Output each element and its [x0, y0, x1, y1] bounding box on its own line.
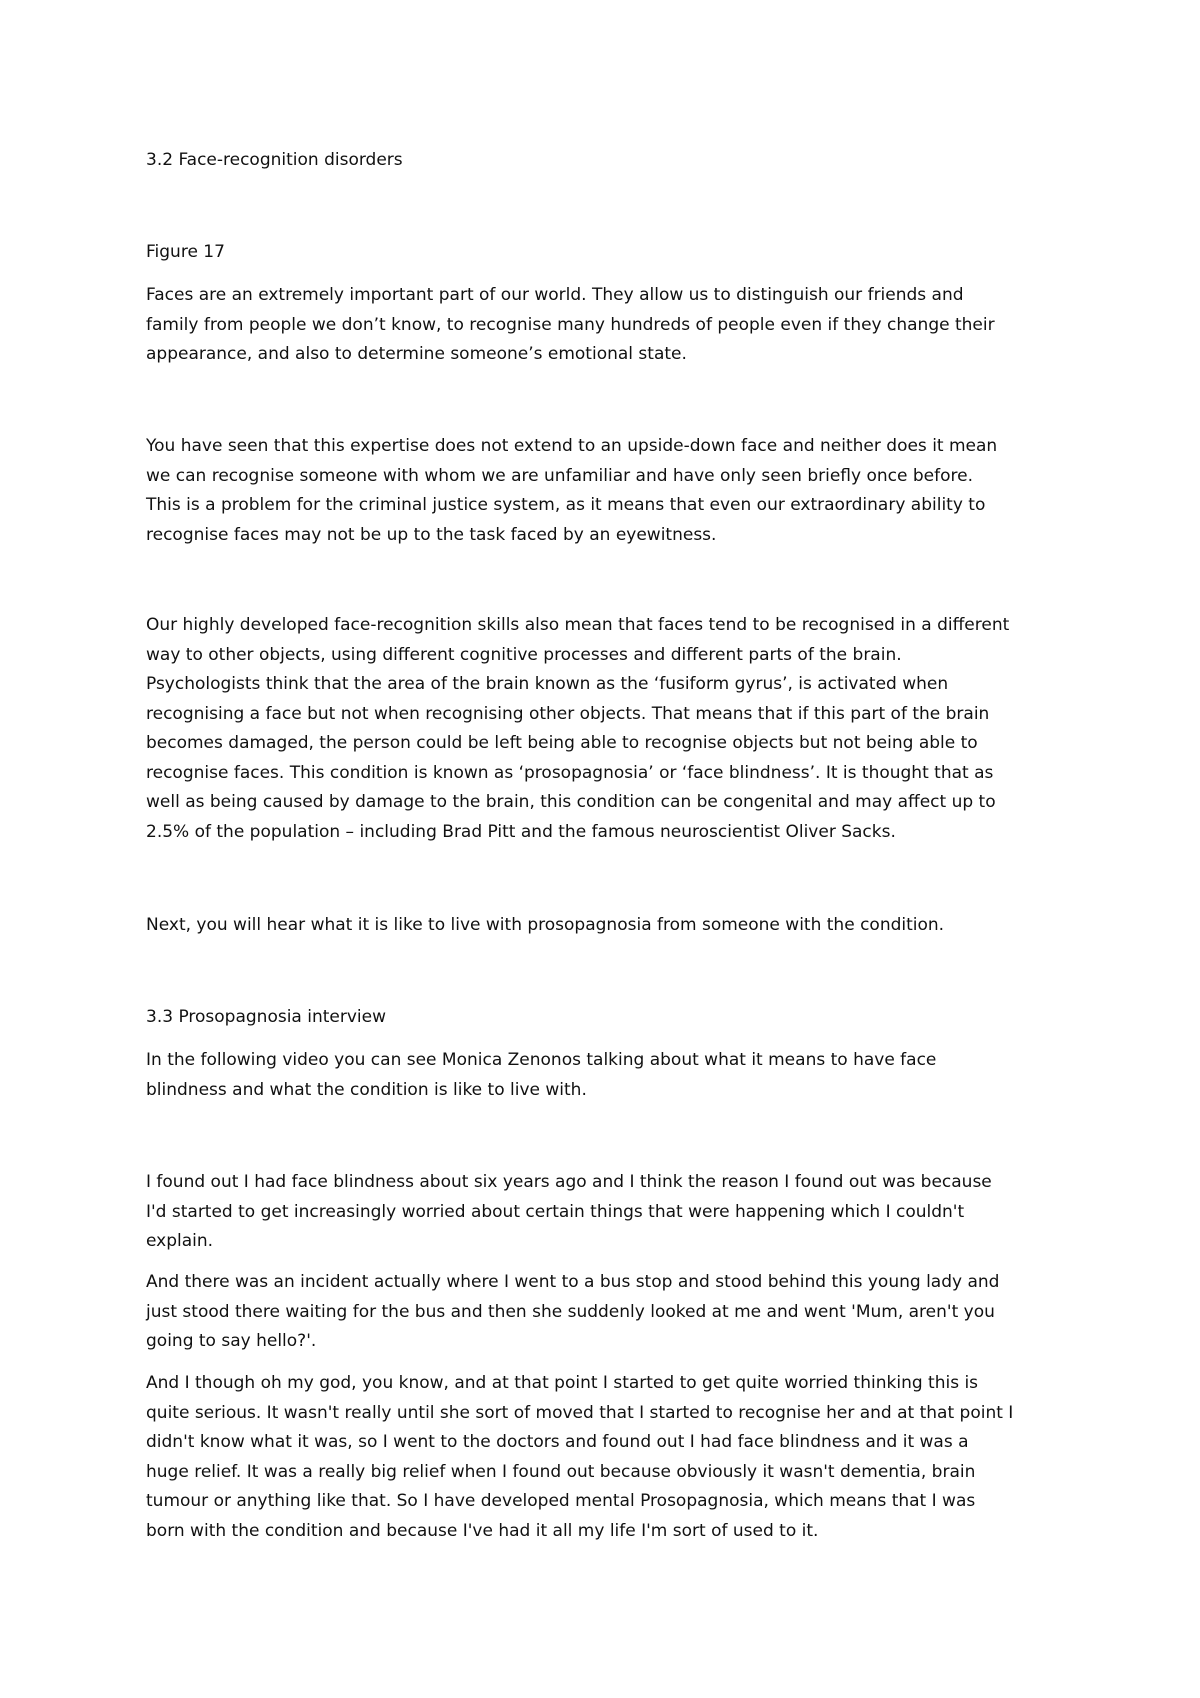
section-heading-3-3: 3.3 Prosopagnosia interview — [146, 1007, 387, 1027]
paragraph-interview-3: And I though oh my god, you know, and at that point I started to get quite worried thinking this is quite serious. It wasn't really until she sort of moved that I started to recognise her and at that point I didn't know what it was, so I went to the doctors and found out I had face blindness and it was a huge relief. It was a really big relief when I found out because obviously it wasn't dementia, brain tumour or anything like that. So I have developed mental Prosopagnosia, which means that I was born with the condition and because I've had it all my life I'm sort of used to it. — [146, 1373, 1014, 1541]
paragraph-interview-2: And there was an incident actually where I went to a bus stop and stood behind this young lady and just stood there waiting for the bus and then she suddenly looked at me and went 'Mum, aren't you going to say hello?'. — [146, 1272, 1000, 1351]
paragraph-next-interview: Next, you will hear what it is like to live with prosopagnosia from someone with the condition. — [146, 915, 945, 935]
section-heading-3-2: 3.2 Face-recognition disorders — [146, 150, 403, 170]
figure-label: Figure 17 — [146, 242, 225, 262]
paragraph-video-intro: In the following video you can see Monica Zenonos talking about what it means to have face blindness and what the condition is like to live with. — [146, 1050, 937, 1100]
paragraph-faces-importance: Faces are an extremely important part of our world. They allow us to distinguish our friends and family from people we don’t know, to recognise many hundreds of people even if they change their appearance, and also to determine someone’s emotional state. — [146, 285, 995, 364]
paragraph-interview-1: I found out I had face blindness about six years ago and I think the reason I found out was because I'd started to get increasingly worried about certain things that were happening which I couldn't explain. — [146, 1172, 992, 1251]
paragraph-expertise: You have seen that this expertise does not extend to an upside-down face and neither does it mean we can recognise someone with whom we are unfamiliar and have only seen briefly once before. This is a problem for the criminal justice system, as it means that even our extraordinary ability to recognise faces may not be up to the task faced by an eyewitness. — [146, 436, 998, 545]
paragraph-fusiform-gyrus: Our highly developed face-recognition skills also mean that faces tend to be recognised in a different way to other objects, using different cognitive processes and different parts of the brain. Psychologists think that the area of the brain known as the ‘fusiform gyrus’, is activated when recognising a face but not when recognising other objects. That means that if this part of the brain becomes damaged, the person could be left being able to recognise objects but not being able to recognise faces. This condition is known as ‘prosopagnosia’ or ‘face blindness’. It is thought that as well as being caused by damage to the brain, this condition can be congenital and may affect up to 2.5% of the population – including Brad Pitt and the famous neuroscientist Oliver Sacks. — [146, 615, 1010, 842]
